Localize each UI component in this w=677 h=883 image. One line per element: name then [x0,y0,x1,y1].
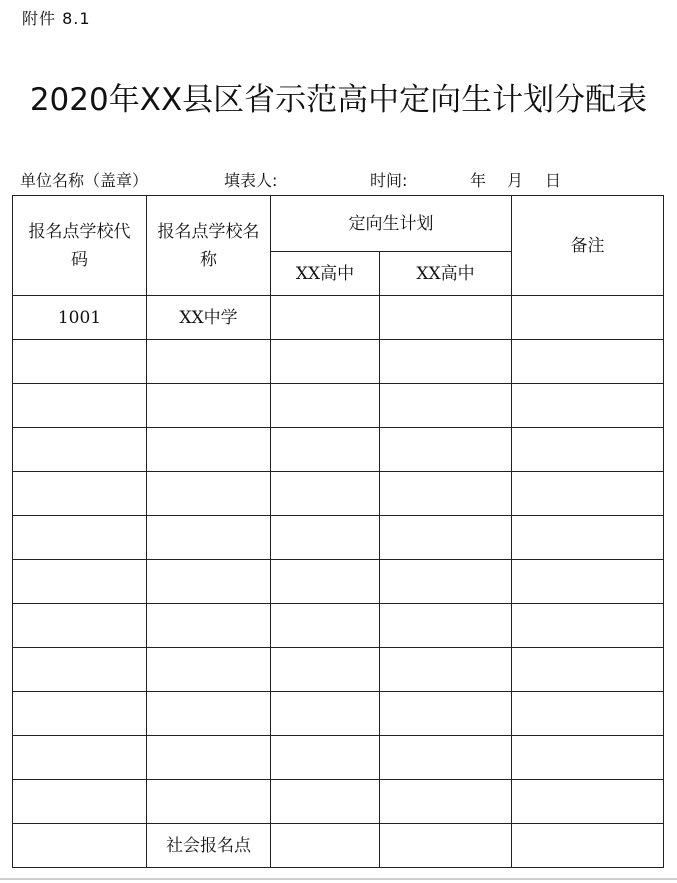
cell-plan-b [380,296,512,340]
cell-plan-a [271,736,380,780]
cell-plan-b [380,736,512,780]
unit-name-label: 单位名称（盖章） [20,171,149,190]
cell-remark [512,472,664,516]
cell-school-name [147,692,271,736]
month-label: 月 [507,171,524,190]
cell-school-name [147,340,271,384]
page-bottom-divider [0,878,677,880]
header-school-code: 报名点学校代码 [13,196,147,296]
cell-plan-b [380,340,512,384]
cell-remark [512,516,664,560]
filler-label: 填表人: [224,171,278,190]
year-label: 年 [470,171,487,190]
table-row [13,824,664,868]
table-row [13,472,664,516]
cell-plan-a [271,824,380,868]
header-school-name: 报名点学校名称 [147,196,271,296]
cell-plan-b [380,604,512,648]
cell-school-name [147,648,271,692]
time-label: 时间: [370,171,408,190]
cell-school-code [13,824,147,868]
cell-school-code [13,780,147,824]
header-remark: 备注 [512,196,664,296]
cell-plan-a [271,604,380,648]
cell-school-name [147,428,271,472]
cell-plan-a [271,560,380,604]
cell-school-code [13,428,147,472]
cell-plan-a [271,692,380,736]
cell-remark [512,560,664,604]
cell-plan-b [380,384,512,428]
cell-remark [512,824,664,868]
cell-plan-b [380,560,512,604]
cell-plan-a [271,648,380,692]
table-row [13,428,664,472]
cell-school-code [13,736,147,780]
cell-remark [512,692,664,736]
cell-school-name [147,384,271,428]
cell-plan-b [380,428,512,472]
cell-school-code [13,692,147,736]
cell-school-code [13,516,147,560]
cell-plan-a [271,472,380,516]
cell-remark [512,340,664,384]
cell-plan-b [380,780,512,824]
cell-plan-a [271,428,380,472]
cell-school-name [147,604,271,648]
table-row [13,780,664,824]
cell-school-name [147,780,271,824]
cell-remark [512,296,664,340]
attachment-label: 附件 8.1 [22,9,91,28]
cell-remark [512,780,664,824]
cell-plan-a [271,296,380,340]
cell-school-code [13,472,147,516]
cell-plan-b [380,692,512,736]
cell-plan-b [380,472,512,516]
cell-school-code [13,340,147,384]
cell-school-name [147,516,271,560]
header-plan-group: 定向生计划 [271,196,512,252]
cell-plan-a [271,780,380,824]
cell-plan-a [271,516,380,560]
cell-school-name [147,472,271,516]
cell-school-code: 1001 [13,296,147,340]
page-title: 2020年XX县区省示范高中定向生计划分配表 [29,82,648,118]
cell-remark [512,648,664,692]
table-row [13,560,664,604]
cell-plan-b [380,648,512,692]
plan-table [12,195,664,868]
cell-school-name: XX中学 [147,296,271,340]
cell-remark [512,736,664,780]
cell-plan-a [271,384,380,428]
table-row [13,340,664,384]
cell-school-code [13,560,147,604]
table-row [13,648,664,692]
cell-plan-b [380,824,512,868]
header-plan-a: XX高中 [271,252,380,296]
cell-plan-b [380,516,512,560]
table-row [13,692,664,736]
cell-remark [512,384,664,428]
table-row [13,296,664,340]
table-row [13,736,664,780]
header-plan-b: XX高中 [380,252,512,296]
cell-remark [512,428,664,472]
cell-school-code [13,384,147,428]
cell-school-name [147,736,271,780]
cell-school-code [13,604,147,648]
table-row [13,604,664,648]
table-row [13,516,664,560]
cell-school-name: 社会报名点 [147,824,271,868]
cell-school-code [13,648,147,692]
table-row [13,384,664,428]
cell-school-name [147,560,271,604]
day-label: 日 [545,171,562,190]
cell-plan-a [271,340,380,384]
cell-remark [512,604,664,648]
